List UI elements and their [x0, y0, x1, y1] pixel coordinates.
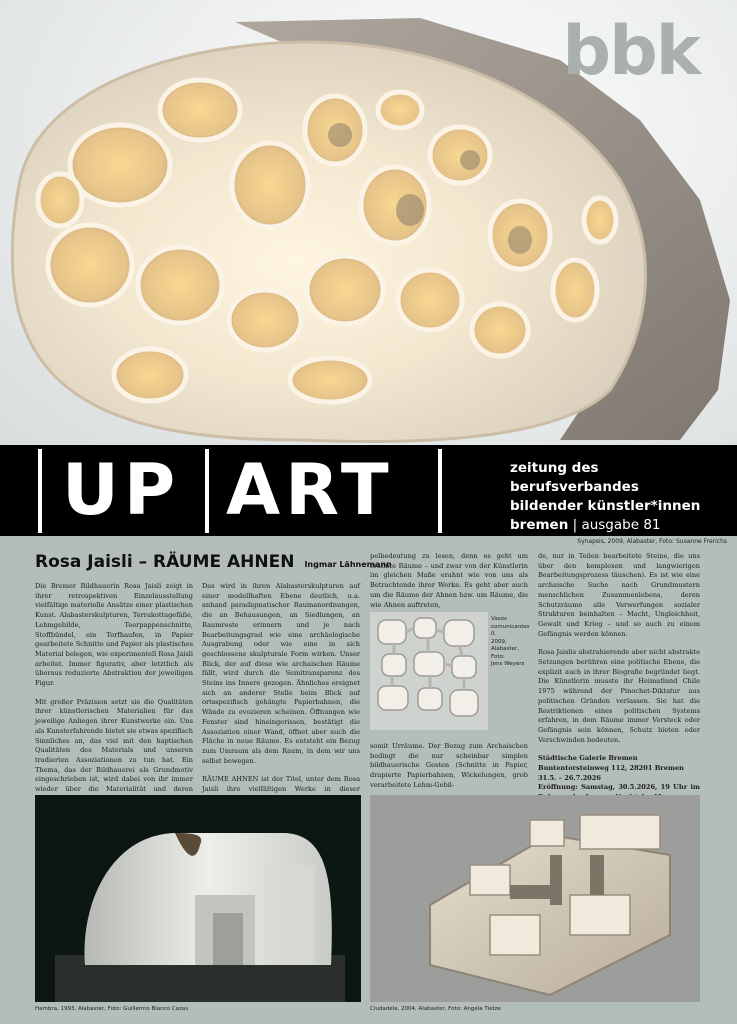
- ciudadela-sculpture-illustration: [370, 795, 700, 1002]
- hero-image: [0, 0, 737, 445]
- paragraph: Das wird in ihren Alabasterskulpturen auf einer modellhaften Ebene deutlich, u.a. anhand paradigmatischer Raumanordnungen, die an Behausungen, an Siedlungen, an Raumreste erinnern und je nach Bearbeitungsgrad wie eine archäologische Ausgrabung oder wie eine in sich geschlossene skulpturale Form wirken. Unser Blick, der auf diese wie archaischen Räume fällt, wird durch die Semitransparenz des Steins ins Innere gezogen. Ähnliches ereignet sich an anderer Stelle beim Blick auf ortsspezifisch gehängte Papierbahnen, die Wände zu evozieren scheinen. Öffnungen wie Fenster sind hineingerissen, bestätigt die Assoziation einer Wand, öffnet aber auch die Fläche in neue Räume. Es entsteht ein Bezug zum Umraum als dem Raum, in dem wir uns selbst bewegen.: [202, 582, 360, 765]
- vasos-caption: [491, 616, 531, 669]
- paragraph: Rosa Jaislis abstrahierende aber nicht abstrakte Setzungen berühren eine politische Ebene, die explizit auch in ihrer Biografie begründet liegt. Die Künstlerin musste ihr Heimatland Chile 1975 während der Pinochet-Diktatur aus politischen Gründen verlassen. Sie hat die Restriktionen eines politischen Systems erfahren, in dem Räume immer Versteck oder Gefängnis sein können, Schutz bieten oder Verschwinden bedeuten.: [538, 648, 700, 744]
- vessel-sculpture-illustration: [370, 612, 488, 730]
- article-column-3-top: [370, 552, 528, 619]
- subtitle-line: [510, 516, 730, 535]
- article-column-3-bottom: [370, 742, 528, 800]
- headline-text: Rosa Jaisli – RÄUME AHNEN: [35, 552, 295, 572]
- paragraph: pelbedeutung zu lesen, denn es geht um erahnte Räume – und zwar von der Künstlerin im gleichen Maße erahnt wie von uns als Betrachtende ihrer Werke. Es geht aber auch um die Räume der Ahnen bzw. um Räume, die wie Ahnen auftreten,: [370, 552, 528, 609]
- hero-caption: Synapsis, 2009, Alabaster, Foto: Susanne Frerichs: [577, 538, 727, 545]
- exhibition-address: Buntentorsteinweg 112, 28201 Bremen: [538, 764, 684, 773]
- hambra-sculpture-illustration: [35, 795, 361, 1002]
- caption-line: Alabaster,: [491, 646, 519, 652]
- hambra-caption: [35, 1006, 188, 1012]
- paragraph: Mit großer Präzision setzt sie die Qualitäten ihrer künstlerischen Materialien für das jeweilige Anliegen ihrer Kunstwerke ein. Uns als Kunsterfahrende bietet sie etwas spezifisch Sinnliches an, das viel mit den haptischen Qualitäten des Materials und unseren tradierten Assoziationen zu tun hat. Ein Thema, das der Bildhauerei als Grundmotiv eingeschrieben ist, wird dabei von ihr immer wieder über die Materialität und deren: [35, 697, 193, 794]
- caption-text: Ciudadela, 2004, Alabaster, Foto: Angela Tietze: [370, 1006, 501, 1012]
- caption-line: comunicantes II,: [491, 623, 530, 637]
- masthead-word-art: ART: [226, 449, 394, 531]
- masthead-divider: [438, 449, 442, 533]
- subtitle-line: zeitung des berufsverbandes: [510, 460, 639, 495]
- exhibition-opening: Eröffnung: Samstag, 30.5.2026, 19 Uhr im: [538, 783, 700, 792]
- caption-line: 2009,: [491, 638, 507, 645]
- article-headline: [35, 552, 392, 572]
- ciudadela-caption: [370, 1006, 501, 1012]
- paragraph: Die Bremer Bildhauerin Rosa Jaisli zeigt in ihrer retrospektiven Einzelausstellung vielfältige materielle Ansätze einer plastischen Kunst. Alabasterskulpturen, Terrakottagefäße, Lehmgebilde, Teerpappenschnitte, Stoffbündel, ein Torfhaufen, in Papier gearbeitete Schnitte und Papier als plastisches Material belegen, wie experimentell Rosa Jaisli arbeitet. Immer figurativ, aber letztlich als überaus reduzierte Abstraktion der jeweiligen Figur.: [35, 582, 193, 688]
- exhibition-dates: 31.5. – 26.7.2026: [538, 773, 601, 782]
- ciudadela-photo: [370, 795, 700, 1002]
- vasos-photo: [370, 612, 488, 730]
- paragraph: RÄUME AHNEN ist der Titel, unter dem Rosa Jaisli ihre vielfältigen Werke in dieser: [202, 775, 360, 794]
- caption-line: Jens Weyers: [491, 661, 525, 667]
- article-author: Ingmar Lähnemann: [304, 560, 392, 569]
- article-column-4: [538, 552, 700, 803]
- caption-line: Vasos: [491, 616, 507, 622]
- hambra-photo: [35, 795, 361, 1002]
- subtitle-city: bremen: [510, 517, 569, 533]
- subtitle-line: bildender künstler*innen: [510, 498, 701, 514]
- bbk-logo: bbk: [562, 12, 699, 91]
- caption-text: Hambra, 1993, Alabaster, Foto: Guillermo Blanco Cazas: [35, 1006, 189, 1012]
- paragraph: somit Urräume. Der Bezug zum Archaischen bedingt die nur scheinbar simplen bildhauerische Gesten (Schnitte in Papier, drapierte Papierbahnen, Wickelungen, grob verarbeitete Lehm-Gebil-: [370, 742, 528, 789]
- exhibition-venue: Städtische Galerie Bremen: [538, 754, 638, 763]
- caption-line: Foto:: [491, 653, 505, 660]
- article-column-2: [202, 582, 360, 823]
- paragraph: de, nur in Teilen bearbeitete Steine, die uns über den komplexen und langwierigen Bearbeitungsprozess täuschen). Es ist wie eine archaische Suche nach Grundmustern menschlichen Zusammenlebens, deren Schutzräume alle Verwerfungen sozialer Strukturen beinhalten – Macht, Ungleichheit, Gewalt und Krieg – und so auch zu einem Gefängnis werden können.: [538, 552, 700, 638]
- article-column-1: [35, 582, 193, 823]
- masthead-subtitle: [510, 459, 730, 535]
- subtitle-issue: | ausgabe 81: [568, 517, 661, 533]
- masthead-divider: [38, 449, 42, 533]
- masthead-divider: [205, 449, 209, 533]
- masthead-word-up: UP: [62, 449, 181, 531]
